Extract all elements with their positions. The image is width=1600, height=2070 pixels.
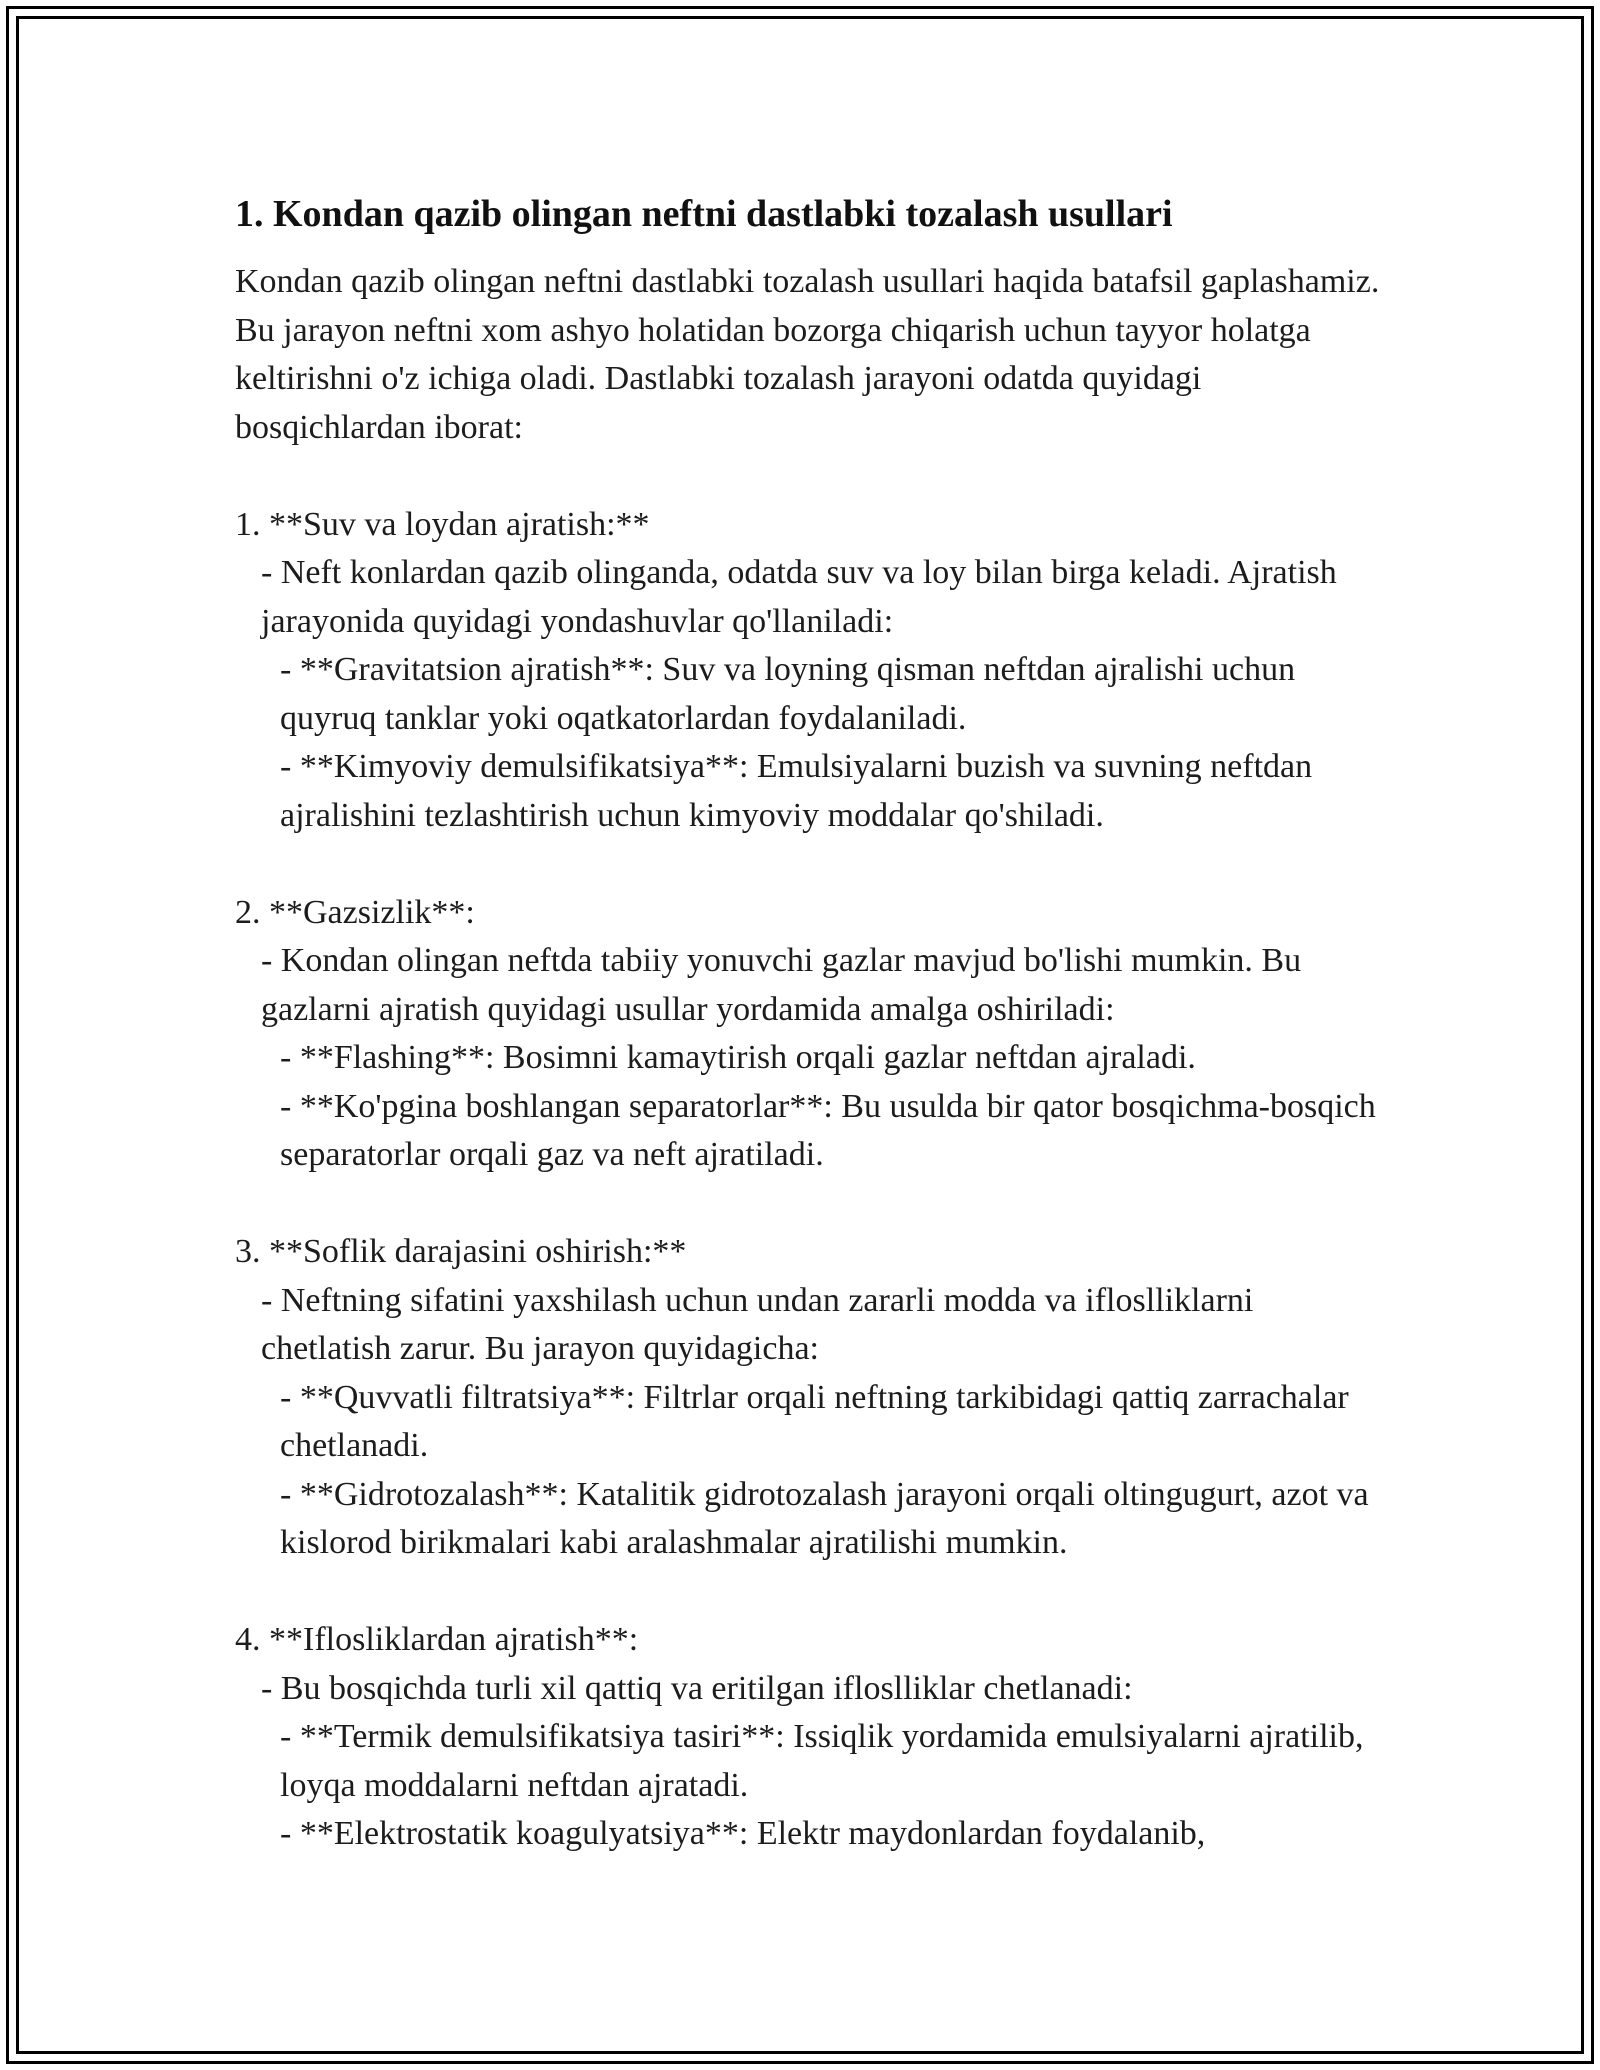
section-water-mud-separation bbox=[235, 501, 1385, 841]
section-heading: 3. **Soflik darajasini oshirish:** bbox=[235, 1233, 687, 1270]
section-degassing bbox=[235, 889, 1385, 1180]
section-purity-increase bbox=[235, 1228, 1385, 1568]
spacer bbox=[235, 1180, 1385, 1229]
spacer bbox=[235, 452, 1385, 501]
method-item: - **Kimyoviy demulsifikatsiya**: Emulsiyalarni buzish va suvning neftdan ajralishini tezlashtirish uchun kimyoviy moddalar qo'shiladi. bbox=[280, 748, 1313, 834]
method-item: - **Gravitatsion ajratish**: Suv va loyning qisman neftdan ajralishi uchun quyruq tanklar yoki oqatkatorlardan foydalaniladi. bbox=[280, 651, 1296, 737]
spacer bbox=[235, 840, 1385, 889]
section-description: - Neft konlardan qazib olinganda, odatda suv va loy bilan birga keladi. Ajratish jarayonida quyidagi yondashuvlar qo'llaniladi: bbox=[261, 554, 1337, 640]
document-page bbox=[235, 187, 1385, 1859]
method-item: - **Gidrotozalash**: Katalitik gidrotozalash jarayoni orqali oltingugurt, azot va kislorod birikmalari kabi aralashmalar ajratilishi mumkin. bbox=[280, 1475, 1369, 1561]
document-title: 1. Kondan qazib olingan neftni dastlabki tozalash usullari bbox=[235, 193, 1173, 235]
method-item: - **Elektrostatik koagulyatsiya**: Elektr maydonlardan foydalanib, bbox=[280, 1815, 1206, 1852]
section-heading: 2. **Gazsizlik**: bbox=[235, 893, 475, 931]
method-item: - **Flashing**: Bosimni kamaytirish orqali gazlar neftdan ajraladi. bbox=[280, 1039, 1196, 1076]
method-item: - **Termik demulsifikatsiya tasiri**: Issiqlik yordamida emulsiyalarni ajratilib, loyqa moddalarni neftdan ajratadi. bbox=[280, 1718, 1364, 1804]
method-item: - **Quvvatli filtratsiya**: Filtrlar orqali neftning tarkibidagi qattiq zarrachalar chetlanadi. bbox=[280, 1378, 1349, 1464]
section-description: - Bu bosqichda turli xil qattiq va eritilgan ifloslliklar chetlanadi: bbox=[261, 1669, 1133, 1707]
section-heading: 4. **Iflosliklardan ajratish**: bbox=[235, 1621, 639, 1658]
intro-paragraph: Kondan qazib olingan neftni dastlabki tozalash usullari haqida batafsil gaplashamiz. Bu jarayon neftni xom ashyo holatidan bozorga chiqarish uchun tayyor holatga keltirishni o'z ichiga oladi. Dastlabki tozalash jarayoni odatda quyidagi bosqichlardan iborat: bbox=[235, 263, 1380, 446]
section-heading: 1. **Suv va loydan ajratish:** bbox=[235, 505, 650, 543]
section-impurity-removal bbox=[235, 1616, 1385, 1859]
method-item: - **Ko'pgina boshlangan separatorlar**: Bu usulda bir qator bosqichma-bosqich separatorlar orqali gaz va neft ajratiladi. bbox=[280, 1087, 1376, 1173]
spacer bbox=[235, 1568, 1385, 1617]
section-description: - Kondan olingan neftda tabiiy yonuvchi gazlar mavjud bo'lishi mumkin. Bu gazlarni ajratish quyidagi usullar yordamida amalga oshiriladi: bbox=[261, 942, 1302, 1028]
section-description: - Neftning sifatini yaxshilash uchun undan zararli modda va ifloslliklarni chetlatish zarur. Bu jarayon quyidagicha: bbox=[261, 1281, 1254, 1367]
